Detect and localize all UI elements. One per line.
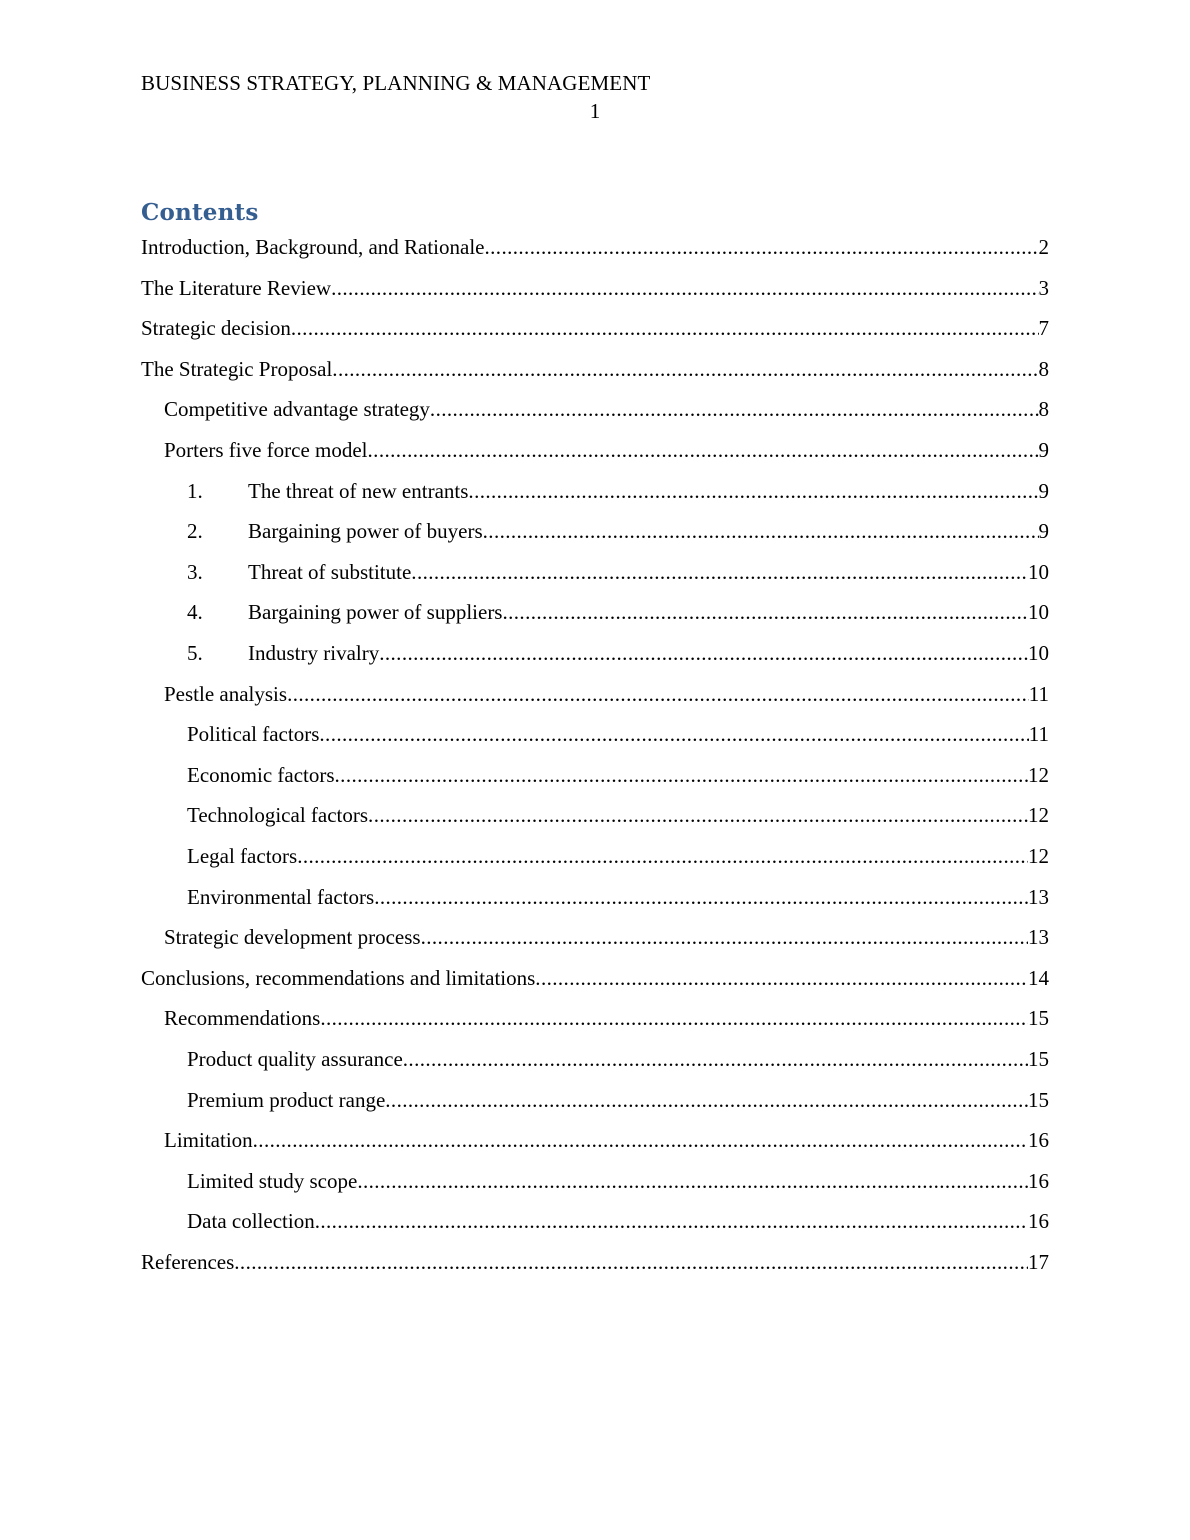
toc-entry[interactable] [187,1166,1049,1196]
toc-entry[interactable] [187,841,1049,871]
toc-entry[interactable] [187,719,1049,749]
toc-entry[interactable] [187,1085,1049,1115]
toc-dot-leader [332,354,1038,384]
toc-dot-leader [291,313,1039,343]
toc-entry-page: 12 [1028,803,1049,828]
toc-entry-page: 11 [1028,722,1049,747]
toc-dot-leader [379,638,1028,668]
toc-entry-number: 5. [187,641,203,665]
toc-entry-title: Technological factors [187,803,369,828]
toc-entry[interactable] [187,800,1049,830]
toc-entry-page: 11 [1028,681,1049,706]
toc-entry-title: Environmental factors [187,884,375,909]
toc-entry-title: Product quality assurance [187,1047,403,1071]
toc-entry[interactable] [187,638,1049,668]
toc-entry[interactable] [141,963,1049,993]
toc-dot-leader [297,841,1028,871]
toc-dot-leader [468,476,1038,506]
toc-entry-page: 12 [1028,762,1049,787]
toc-entry-number: 4. [187,600,203,625]
toc-dot-leader [368,435,1039,465]
toc-entry-title: Limitation [164,1128,253,1153]
toc-entry[interactable] [141,354,1049,384]
running-head: BUSINESS STRATEGY, PLANNING & MANAGEMENT [141,71,651,95]
toc-entry-number: 3. [187,559,203,584]
toc-entry-title: The Strategic Proposal [141,356,333,381]
toc-entry-title: Strategic decision [141,316,291,341]
toc-dot-leader [485,232,1039,262]
toc-entry-page: 14 [1028,965,1049,990]
toc-entry[interactable] [187,476,1049,506]
toc-entry-page: 13 [1028,884,1049,909]
toc-dot-leader [315,1206,1028,1236]
toc-entry-page: 16 [1028,1209,1049,1234]
toc-dot-leader [368,800,1028,830]
toc-entry-number: 2. [187,519,203,544]
toc-entry-title: References [141,1250,235,1274]
toc-entry-page: 9 [1038,478,1049,503]
toc-entry-page: 10 [1028,559,1049,584]
toc-entry[interactable] [187,760,1049,790]
toc-dot-leader [287,679,1029,709]
toc-entry-page: 8 [1038,356,1049,381]
toc-entry-title: Bargaining power of suppliers [248,600,503,625]
toc-entry[interactable] [164,1003,1049,1033]
toc-dot-leader [421,922,1028,952]
toc-entry-title: Legal factors [187,844,298,868]
toc-entry-page: 2 [1038,235,1049,259]
page-number: 1 [589,99,601,123]
toc-entry-title: Limited study scope [187,1168,358,1193]
toc-entry-page: 16 [1028,1168,1049,1193]
toc-entry[interactable] [187,597,1049,627]
toc-dot-leader [234,1247,1028,1277]
toc-entry-page: 10 [1028,600,1049,625]
toc-entry-title: Economic factors [187,762,335,787]
toc-entry[interactable] [187,1206,1049,1236]
toc-entry-page: 3 [1038,275,1049,300]
toc-entry-title: The threat of new entrants [248,478,469,503]
toc-entry-title: Industry rivalry [248,641,380,665]
toc-entry-number: 1. [187,478,203,503]
toc-entry[interactable] [164,1125,1049,1155]
toc-dot-leader [385,1085,1028,1115]
toc-entry[interactable] [164,435,1049,465]
toc-dot-leader [357,1166,1028,1196]
toc-entry-title: Data collection [187,1209,315,1234]
toc-dot-leader [483,516,1039,546]
toc-entry-page: 17 [1028,1250,1049,1274]
toc-dot-leader [430,394,1039,424]
toc-entry-page: 8 [1038,397,1049,422]
toc-entry-title: Bargaining power of buyers [248,519,483,544]
toc-dot-leader [374,882,1028,912]
toc-dot-leader [502,597,1028,627]
contents-heading: Contents [141,199,259,226]
toc-entry[interactable] [187,1044,1049,1074]
toc-entry[interactable] [164,394,1049,424]
toc-entry-title: Competitive advantage strategy [164,397,430,422]
toc-entry-title: Strategic development process [164,925,421,950]
toc-entry-title: Pestle analysis [164,681,288,706]
toc-entry-page: 12 [1028,844,1049,868]
toc-entry[interactable] [187,516,1049,546]
toc-dot-leader [335,760,1028,790]
toc-entry-title: The Literature Review [141,275,332,300]
toc-entry-page: 15 [1028,1006,1049,1031]
toc-entry-page: 10 [1028,641,1049,665]
toc-dot-leader [319,719,1028,749]
toc-entry-title: Premium product range [187,1087,386,1112]
toc-entry-title: Introduction, Background, and Rationale [141,235,485,259]
toc-entry-title: Threat of substitute [248,559,412,584]
toc-entry-title: Political factors [187,722,320,747]
toc-entry[interactable] [141,313,1049,343]
toc-dot-leader [253,1125,1028,1155]
toc-dot-leader [535,963,1028,993]
toc-dot-leader [320,1003,1028,1033]
toc-entry-title: Recommendations [164,1006,321,1031]
toc-entry[interactable] [141,1247,1049,1277]
toc-entry-page: 15 [1028,1087,1049,1112]
toc-entry[interactable] [141,273,1049,303]
toc-entry-page: 7 [1038,316,1049,341]
toc-dot-leader [403,1044,1028,1074]
toc-entry[interactable] [187,882,1049,912]
toc-entry-page: 16 [1028,1128,1049,1153]
toc-entry[interactable] [164,922,1049,952]
toc-dot-leader [331,273,1038,303]
toc-entry-page: 13 [1028,925,1049,950]
toc-entry-page: 15 [1028,1047,1049,1071]
toc-entry-title: Porters five force model [164,438,368,462]
toc-entry-page: 9 [1038,438,1049,462]
toc-entry[interactable] [141,232,1049,262]
toc-entry-page: 9 [1038,519,1049,544]
toc-entry[interactable] [187,557,1049,587]
toc-entry[interactable] [164,679,1049,709]
toc-entry-title: Conclusions, recommendations and limitations [141,965,536,990]
toc-dot-leader [411,557,1028,587]
